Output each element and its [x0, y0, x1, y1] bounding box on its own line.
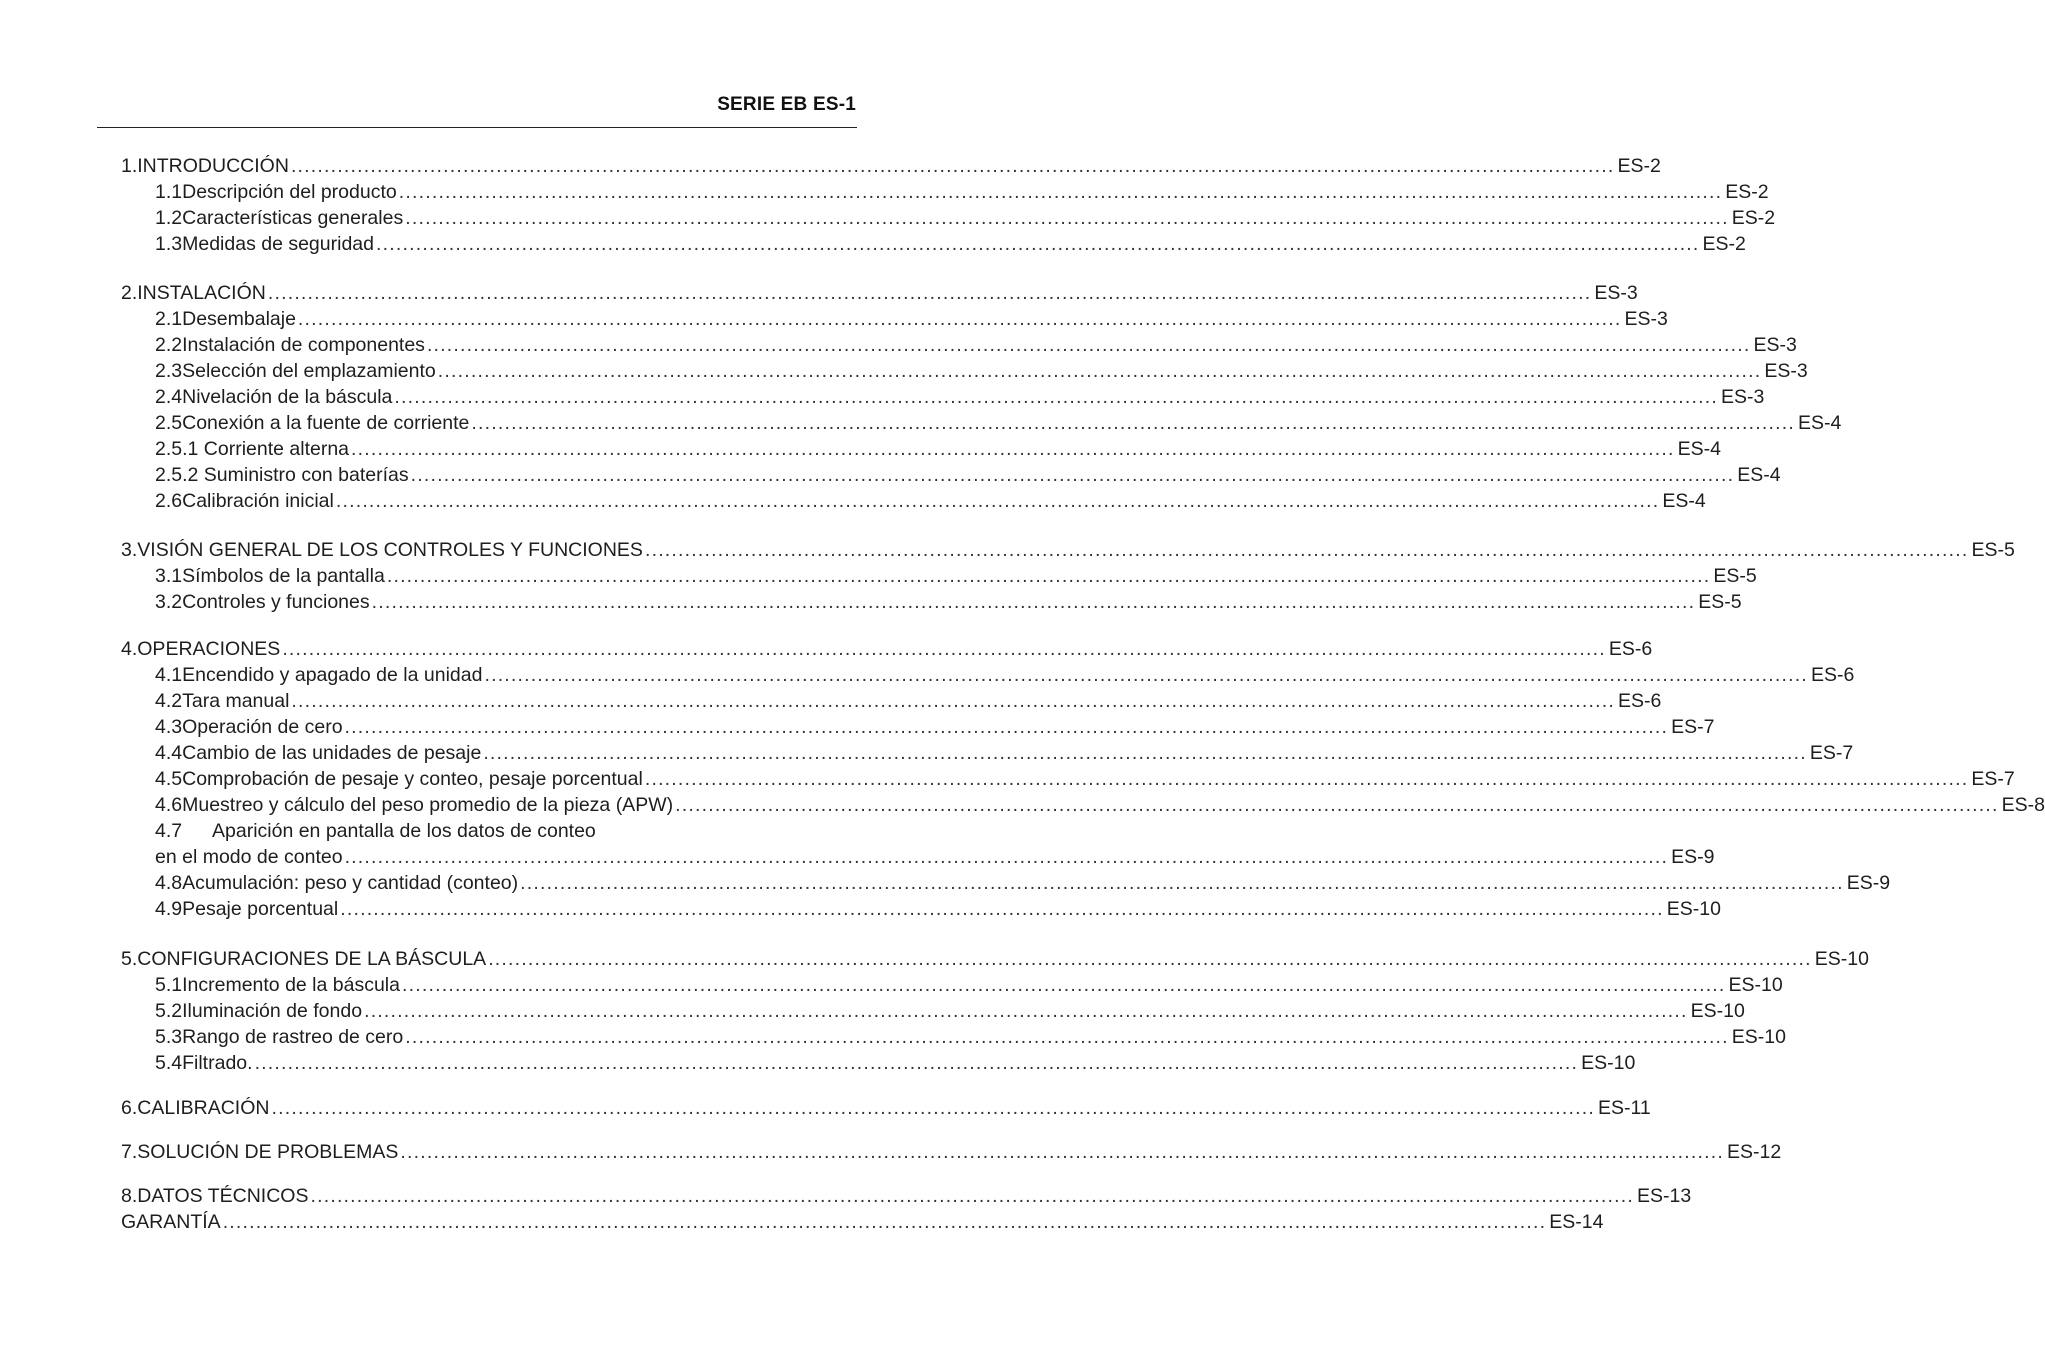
toc-leader-dots: ........................................................................................................................................................................................................ — [394, 386, 1718, 408]
toc-leader-dots: ........................................................................................................................................................................................................ — [271, 1097, 1596, 1119]
toc-title: Instalación de componentes — [182, 334, 425, 356]
toc-page-number: ES-5 — [1698, 591, 1742, 613]
toc-entry[interactable] — [155, 792, 2045, 818]
toc-title: en el modo de conteo — [155, 846, 343, 868]
toc-number: 7. — [121, 1141, 138, 1163]
toc-leader-dots: ........................................................................................................................................................................................................ — [310, 1185, 1635, 1207]
toc-title: Tara manual — [182, 690, 290, 712]
toc-title: GARANTÍA — [121, 1211, 221, 1233]
toc-page-number: ES-3 — [1753, 334, 1797, 356]
toc-page-number: ES-2 — [1617, 155, 1661, 177]
toc-entry[interactable] — [155, 972, 1783, 998]
toc-number: 4.6 — [155, 794, 183, 816]
toc-entry[interactable] — [155, 766, 2015, 792]
toc-leader-dots: ........................................................................................................................................................................................................ — [376, 233, 1700, 255]
toc-number: 1.1 — [155, 181, 183, 203]
toc-page-number: ES-12 — [1726, 1141, 1782, 1163]
toc-page-number: ES-10 — [1690, 1000, 1745, 1022]
toc-entry[interactable] — [155, 384, 1765, 410]
toc-leader-dots: ........................................................................................................................................................................................................ — [267, 282, 1592, 304]
toc-number: 1. — [121, 155, 138, 177]
toc-title: Controles y funciones — [182, 591, 370, 613]
toc-entry[interactable] — [155, 896, 1721, 922]
toc-number: 6. — [121, 1097, 138, 1119]
toc-leader-dots: ........................................................................................................................................................................................................ — [644, 539, 1969, 561]
toc-number: 5.3 — [155, 1026, 183, 1048]
toc-title: Muestreo y cálculo del peso promedio de la pieza (APW) — [182, 794, 674, 816]
toc-entry[interactable] — [121, 537, 2015, 563]
toc-number: 3.1 — [155, 565, 183, 587]
toc-leader-dots: ........................................................................................................................................................................................................ — [222, 1211, 1547, 1233]
toc-page-number: ES-10 — [1731, 1026, 1786, 1048]
toc-leader-dots: ........................................................................................................................................................................................................ — [437, 360, 1762, 382]
toc-leader-dots: ........................................................................................................................................................................................................ — [520, 872, 1844, 894]
toc-page-number: ES-3 — [1624, 308, 1668, 330]
toc-title: Nivelación de la báscula — [182, 386, 393, 408]
toc-entry[interactable] — [155, 231, 1746, 257]
toc-page-number: ES-4 — [1797, 412, 1842, 434]
toc-title: Aparición en pantalla de los datos de conteo — [212, 820, 596, 842]
toc-title: Encendido y apagado de la unidad — [182, 664, 483, 686]
toc-leader-dots: ........................................................................................................................................................................................................ — [484, 664, 1808, 686]
toc-page-number: ES-3 — [1764, 360, 1808, 382]
toc-number: 4.1 — [155, 664, 183, 686]
toc-entry[interactable] — [155, 662, 1855, 688]
toc-number: 2.1 — [155, 308, 183, 330]
toc-title: CALIBRACIÓN — [137, 1097, 270, 1119]
toc-leader-dots: ........................................................................................................................................................................................................ — [364, 1000, 1688, 1022]
toc-title: 2.5.1 Corriente alterna — [155, 438, 350, 460]
toc-entry[interactable] — [155, 332, 1797, 358]
toc-number: 4.2 — [155, 690, 183, 712]
toc-leader-dots: ........................................................................................................................................................................................................ — [471, 412, 1795, 434]
toc-title: Cambio de las unidades de pesaje — [182, 742, 482, 764]
toc-entry[interactable] — [121, 1095, 1651, 1121]
toc-title: INSTALACIÓN — [137, 282, 266, 304]
toc-leader-dots: ........................................................................................................................................................................................................ — [297, 308, 1622, 330]
toc-number: 2.4 — [155, 386, 183, 408]
toc-title: DATOS TÉCNICOS — [137, 1185, 309, 1207]
toc-leader-dots: ........................................................................................................................................................................................................ — [675, 794, 1999, 816]
toc-number: 4.5 — [155, 768, 183, 790]
toc-entry[interactable] — [155, 1024, 1786, 1050]
toc-title: Descripción del producto — [182, 181, 397, 203]
toc-number: 4. — [121, 638, 138, 660]
toc-page-number: ES-10 — [1814, 948, 1869, 970]
toc-entry[interactable] — [155, 1050, 1636, 1076]
toc-leader-dots: ........................................................................................................................................................................................................ — [402, 974, 1726, 996]
toc-leader-dots: ........................................................................................................................................................................................................ — [351, 438, 1675, 460]
toc-entry[interactable] — [121, 280, 1638, 306]
toc-title: VISIÓN GENERAL DE LOS CONTROLES Y FUNCIONES — [137, 539, 643, 561]
toc-leader-dots: ........................................................................................................................................................................................................ — [335, 490, 1660, 512]
toc-leader-dots: ........................................................................................................................................................................................................ — [483, 742, 1807, 764]
toc-title: Calibración inicial — [182, 490, 334, 512]
toc-page-number: ES-14 — [1549, 1211, 1604, 1233]
toc-entry[interactable] — [121, 946, 1869, 972]
toc-page-number: ES-4 — [1737, 464, 1781, 486]
toc-entry[interactable] — [155, 179, 1769, 205]
toc-entry[interactable] — [121, 1209, 1604, 1235]
toc-entry[interactable] — [155, 563, 1757, 589]
toc-leader-dots: ........................................................................................................................................................................................................ — [405, 207, 1729, 229]
toc-number: 2.3 — [155, 360, 183, 382]
toc-leader-dots: ........................................................................................................................................................................................................ — [340, 898, 1664, 920]
toc-entry[interactable] — [155, 714, 1715, 740]
toc-page-number: ES-9 — [1671, 846, 1715, 868]
toc-title: SOLUCIÓN DE PROBLEMAS — [137, 1141, 399, 1163]
toc-page-number: ES-10 — [1581, 1052, 1636, 1074]
toc-entry[interactable] — [155, 844, 1715, 870]
toc-leader-dots: ........................................................................................................................................................................................................ — [405, 1026, 1729, 1048]
toc-title: Comprobación de pesaje y conteo, pesaje porcentual — [182, 768, 643, 790]
toc-leader-dots: ........................................................................................................................................................................................................ — [291, 690, 1615, 712]
toc-leader-dots: ........................................................................................................................................................................................................ — [426, 334, 1751, 356]
toc-number: 5.4 — [155, 1052, 183, 1074]
toc-title: Incremento de la báscula — [182, 974, 400, 996]
toc-page-number: ES-6 — [1811, 664, 1855, 686]
toc-page-number: ES-2 — [1725, 181, 1769, 203]
toc-page-number: ES-11 — [1598, 1097, 1651, 1119]
toc-title: Operación de cero — [182, 716, 343, 738]
toc-title: INTRODUCCIÓN — [137, 155, 289, 177]
toc-title: Símbolos de la pantalla — [182, 565, 385, 587]
toc-title: Conexión a la fuente de corriente — [182, 412, 470, 434]
toc-leader-dots: ........................................................................................................................................................................................................ — [488, 948, 1812, 970]
toc-number: 5.1 — [155, 974, 183, 996]
toc-number: 3.2 — [155, 591, 183, 613]
toc-page-number: ES-7 — [1671, 716, 1715, 738]
toc-page-number: ES-6 — [1617, 690, 1662, 712]
toc-page-number: ES-13 — [1637, 1185, 1692, 1207]
running-header: SERIE EB ES-1 — [717, 94, 856, 115]
toc-title: 2.5.2 Suministro con baterías — [155, 464, 409, 486]
toc-number: 2. — [121, 282, 138, 304]
toc-entry[interactable] — [155, 205, 1776, 231]
toc-page-number: ES-10 — [1728, 974, 1783, 996]
toc-number: 4.8 — [155, 872, 183, 894]
toc-entry[interactable] — [121, 1139, 1782, 1165]
toc-page-number: ES-10 — [1666, 898, 1721, 920]
toc-title: Pesaje porcentual — [182, 898, 339, 920]
toc-page-number: ES-4 — [1677, 438, 1721, 460]
toc-number: 2.6 — [155, 490, 183, 512]
toc-leader-dots: ........................................................................................................................................................................................................ — [398, 181, 1723, 203]
toc-number: 3. — [121, 539, 138, 561]
toc-leader-dots: ........................................................................................................................................................................................................ — [290, 155, 1615, 177]
toc-page-number: ES-3 — [1594, 282, 1638, 304]
toc-page-number: ES-7 — [1971, 768, 2015, 790]
toc-entry[interactable] — [155, 818, 844, 844]
toc-title: Acumulación: peso y cantidad (conteo) — [182, 872, 519, 894]
toc-page-number: ES-7 — [1809, 742, 1854, 764]
toc-title: Selección del emplazamiento — [182, 360, 436, 382]
toc-entry[interactable] — [155, 436, 1721, 462]
toc-entry[interactable] — [155, 306, 1668, 332]
toc-leader-dots: ........................................................................................................................................................................................................ — [344, 716, 1669, 738]
toc-title: Medidas de seguridad — [182, 233, 374, 255]
toc-number: 2.5 — [155, 412, 183, 434]
toc-title: Filtrado. — [182, 1052, 253, 1074]
toc-entry[interactable] — [155, 870, 1891, 896]
toc-leader-dots: ........................................................................................................................................................................................................ — [371, 591, 1696, 613]
toc-leader-dots: ........................................................................................................................................................................................................ — [410, 464, 1735, 486]
toc-page-number: ES-2 — [1702, 233, 1746, 255]
toc-number: 4.3 — [155, 716, 183, 738]
toc-leader-dots: ........................................................................................................................................................................................................ — [282, 638, 1606, 660]
toc-entry[interactable] — [121, 153, 1661, 179]
toc-title: Características generales — [182, 207, 404, 229]
toc-page-number: ES-6 — [1608, 638, 1653, 660]
toc-page-number: ES-2 — [1731, 207, 1776, 229]
toc-entry[interactable] — [155, 488, 1706, 514]
toc-number: 4.9 — [155, 898, 183, 920]
toc-leader-dots: ........................................................................................................................................................................................................ — [400, 1141, 1724, 1163]
toc-number: 1.3 — [155, 233, 183, 255]
toc-number: 4.7 — [155, 820, 183, 842]
toc-title: CONFIGURACIONES DE LA BÁSCULA — [137, 948, 487, 970]
toc-entry[interactable] — [121, 636, 1653, 662]
toc-title: OPERACIONES — [137, 638, 281, 660]
toc-title: Rango de rastreo de cero — [182, 1026, 404, 1048]
toc-entry[interactable] — [155, 358, 1808, 384]
toc-entry[interactable] — [155, 688, 1662, 714]
toc-entry[interactable] — [155, 462, 1781, 488]
toc-page-number: ES-5 — [1971, 539, 2015, 561]
toc-number: 8. — [121, 1185, 138, 1207]
toc-entry[interactable] — [155, 740, 1854, 766]
toc-number: 5.2 — [155, 1000, 183, 1022]
toc-page-number: ES-8 — [2001, 794, 2045, 816]
toc-entry[interactable] — [155, 410, 1842, 436]
toc-entry[interactable] — [155, 998, 1745, 1024]
toc-leader-dots: ........................................................................................................................................................................................................ — [644, 768, 1969, 790]
toc-leader-dots: ........................................................................................................................................................................................................ — [254, 1052, 1579, 1074]
toc-number: 5. — [121, 948, 138, 970]
toc-title: Desembalaje — [182, 308, 296, 330]
toc-entry[interactable] — [155, 589, 1742, 615]
toc-page-number: ES-9 — [1846, 872, 1891, 894]
toc-leader-dots: ........................................................................................................................................................................................................ — [386, 565, 1711, 587]
toc-number: 1.2 — [155, 207, 183, 229]
toc-page-number: ES-3 — [1720, 386, 1765, 408]
toc-entry[interactable] — [121, 1183, 1692, 1209]
toc-number: 2.2 — [155, 334, 183, 356]
toc-title: Iluminación de fondo — [182, 1000, 363, 1022]
toc-number: 4.4 — [155, 742, 183, 764]
toc-page-number: ES-4 — [1662, 490, 1706, 512]
toc-leader-dots: ........................................................................................................................................................................................................ — [344, 846, 1669, 868]
toc-page-number: ES-5 — [1713, 565, 1757, 587]
